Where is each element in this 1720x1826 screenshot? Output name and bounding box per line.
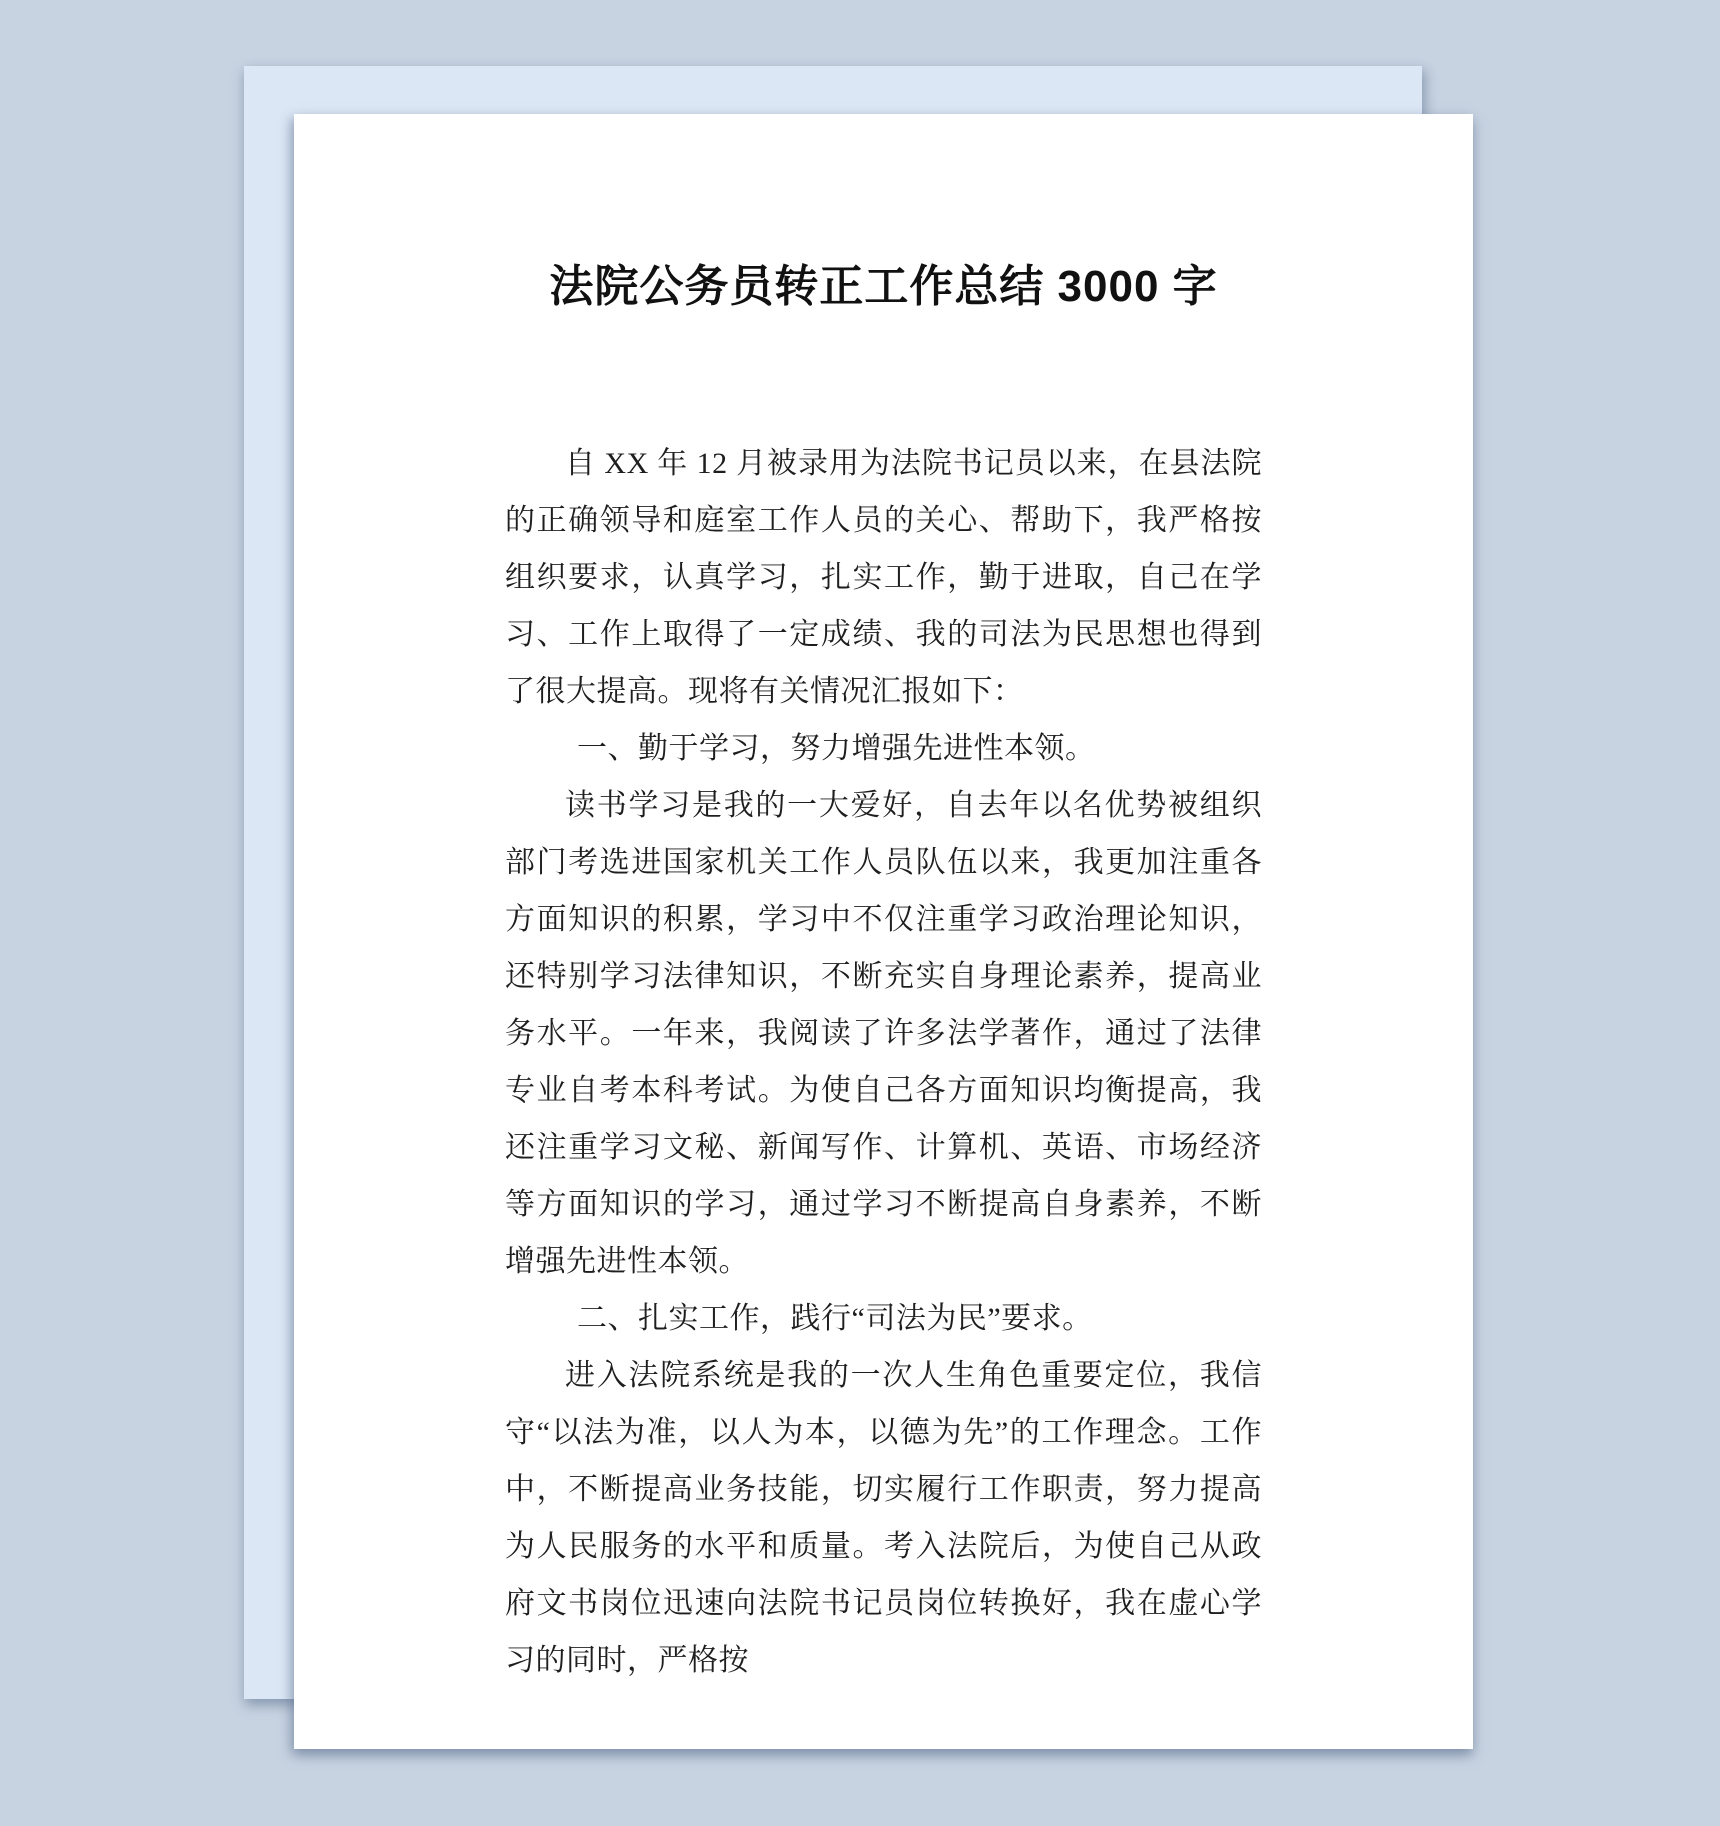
section-heading-2: 二、扎实工作，践行“司法为民”要求。 bbox=[577, 1302, 1093, 1335]
document-page bbox=[294, 114, 1473, 1749]
document-body bbox=[505, 435, 1262, 1689]
paragraph-section-2: 进入法院系统是我的一次人生角色重要定位，我信守“以法为准，以人为本，以德为先”的工作理念。工作中，不断提高业务技能，切实履行工作职责，努力提高为人民服务的水平和质量。考入法院后，为使自己从政府文书岗位迅速向法院书记员岗位转换好，我在虚心学习的同时，严格按 bbox=[505, 1359, 1262, 1677]
section-heading-1: 一、勤于学习，努力增强先进性本领。 bbox=[577, 732, 1096, 765]
paragraph-intro: 自 XX 年 12 月被录用为法院书记员以来，在县法院的正确领导和庭室工作人员的关心、帮助下，我严格按组织要求，认真学习，扎实工作，勤于进取，自己在学习、工作上取得了一定成绩、我的司法为民思想也得到了很大提高。现将有关情况汇报如下： bbox=[505, 447, 1262, 708]
paragraph-section-1: 读书学习是我的一大爱好，自去年以名优势被组织部门考选进国家机关工作人员队伍以来，我更加注重各方面知识的积累，学习中不仅注重学习政治理论知识，还特别学习法律知识，不断充实自身理论素养，提高业务水平。一年来，我阅读了许多法学著作，通过了法律专业自考本科考试。为使自己各方面知识均衡提高，我还注重学习文秘、新闻写作、计算机、英语、市场经济等方面知识的学习，通过学习不断提高自身素养，不断增强先进性本领。 bbox=[505, 789, 1262, 1278]
document-title: 法院公务员转正工作总结 3000 字 bbox=[549, 262, 1218, 311]
